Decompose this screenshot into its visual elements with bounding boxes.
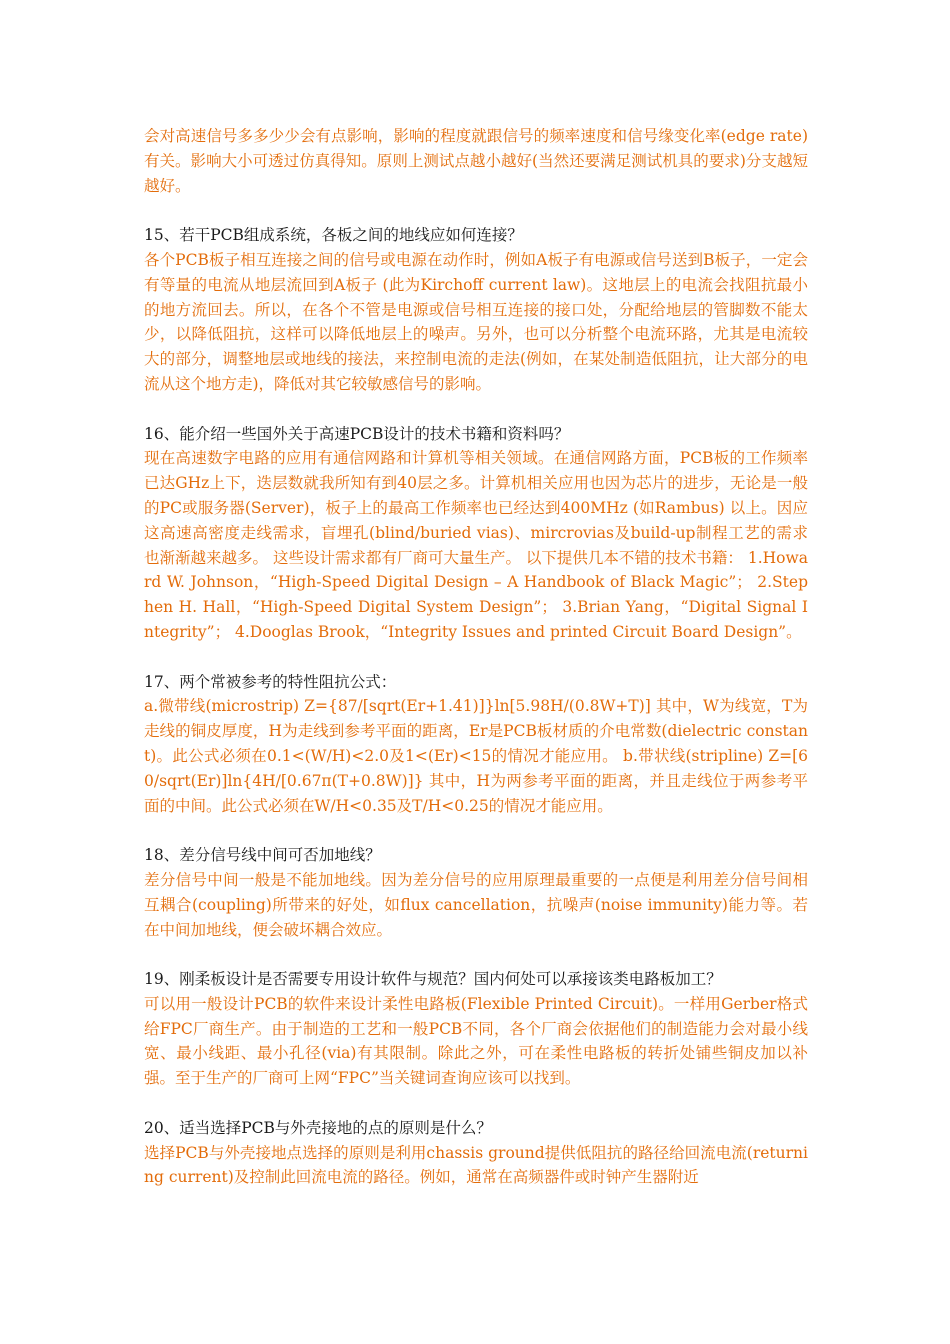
question-heading: 18、差分信号线中间可否加地线？ bbox=[144, 846, 381, 865]
answer-text: 会对高速信号多多少少会有点影响，影响的程度就跟信号的频率速度和信号缘变化率(edge rate)有关。影响大小可透过仿真得知。原则上测试点越小越好(当然还要满足测试机具的要求)分支越短越好。 bbox=[144, 127, 808, 195]
question-heading: 16、能介绍一些国外关于高速PCB设计的技术书籍和资料吗？ bbox=[144, 424, 570, 443]
question-heading: 19、刚柔板设计是否需要专用设计软件与规范？国内何处可以承接该类电路板加工？ bbox=[144, 970, 722, 989]
qa-item-20 bbox=[144, 1116, 808, 1190]
answer-text: 现在高速数字电路的应用有通信网路和计算机等相关领域。在通信网路方面，PCB板的工作频率已达GHz上下，迭层数就我所知有到40层之多。计算机相关应用也因为芯片的进步，无论是一般的PC或服务器(Server)，板子上的最高工作频率也已经达到400MHz (如Rambus) 以上。因应这高速高密度走线需求，盲埋孔(blind/buried vias)、mircrovias及build-up制程工艺的需求也渐渐越来越多。 这些设计需求都有厂商可大量生产。 以下提供几本不错的技术书籍： 1.Howard W. Johnson，“High-Speed Digital Design – A Handbook of Black Magic”； 2.Stephen H. Hall，“High-Speed Digital System Design”； 3.Brian Yang，“Digital Signal Integrity”； 4.Dooglas Brook，“Integrity Issues and printed Circuit Board Design”。 bbox=[144, 449, 808, 641]
document-page bbox=[144, 124, 808, 1215]
question-heading: 20、适当选择PCB与外壳接地的点的原则是什么？ bbox=[144, 1118, 492, 1137]
answer-text: 差分信号中间一般是不能加地线。因为差分信号的应用原理最重要的一点便是利用差分信号间相互耦合(coupling)所带来的好处，如flux cancellation，抗噪声(noise immunity)能力等。若在中间加地线，便会破坏耦合效应。 bbox=[144, 870, 808, 939]
qa-item-15 bbox=[144, 223, 808, 397]
qa-item-16 bbox=[144, 422, 808, 645]
qa-item-18 bbox=[144, 843, 808, 942]
question-heading: 15、若干PCB组成系统，各板之间的地线应如何连接？ bbox=[144, 226, 523, 245]
qa-item-19 bbox=[144, 967, 808, 1091]
qa-item-17 bbox=[144, 670, 808, 819]
answer-text: 各个PCB板子相互连接之间的信号或电源在动作时，例如A板子有电源或信号送到B板子，一定会有等量的电流从地层流回到A板子 (此为Kirchoff current law)。这地层上的电流会找阻抗最小的地方流回去。所以，在各个不管是电源或信号相互连接的接口处，分配给地层的管脚数不能太少，以降低阻抗，这样可以降低地层上的噪声。另外，也可以分析整个电流环路，尤其是电流较大的部分，调整地层或地线的接法，来控制电流的走法(例如，在某处制造低阻抗，让大部分的电流从这个地方走)，降低对其它较敏感信号的影响。 bbox=[144, 250, 808, 393]
answer-text: 选择PCB与外壳接地点选择的原则是利用chassis ground提供低阻抗的路径给回流电流(returning current)及控制此回流电流的路径。例如，通常在高频器件或时钟产生器附近 bbox=[144, 1143, 808, 1187]
intro-block bbox=[144, 124, 808, 198]
question-heading: 17、两个常被参考的特性阻抗公式： bbox=[144, 672, 397, 691]
answer-text: a.微带线(microstrip) Z={87/[sqrt(Er+1.41)]}ln[5.98H/(0.8W+T)] 其中，W为线宽，T为走线的铜皮厚度，H为走线到参考平面的距离，Er是PCB板材质的介电常数(dielectric constant)。此公式必须在0.1<(W/H)<2.0及1<(Er)<15的情况才能应用。 b.带状线(stripline) Z=[60/sqrt(Er)]ln{4H/[0.67π(T+0.8W)]} 其中，H为两参考平面的距离，并且走线位于两参考平面的中间。此公式必须在W/H<0.35及T/H<0.25的情况才能应用。 bbox=[144, 697, 808, 815]
answer-text: 可以用一般设计PCB的软件来设计柔性电路板(Flexible Printed Circuit)。一样用Gerber格式给FPC厂商生产。由于制造的工艺和一般PCB不同，各个厂商会依据他们的制造能力会对最小线宽、最小线距、最小孔径(via)有其限制。除此之外，可在柔性电路板的转折处铺些铜皮加以补强。至于生产的厂商可上网“FPC”当关键词查询应该可以找到。 bbox=[144, 994, 808, 1088]
